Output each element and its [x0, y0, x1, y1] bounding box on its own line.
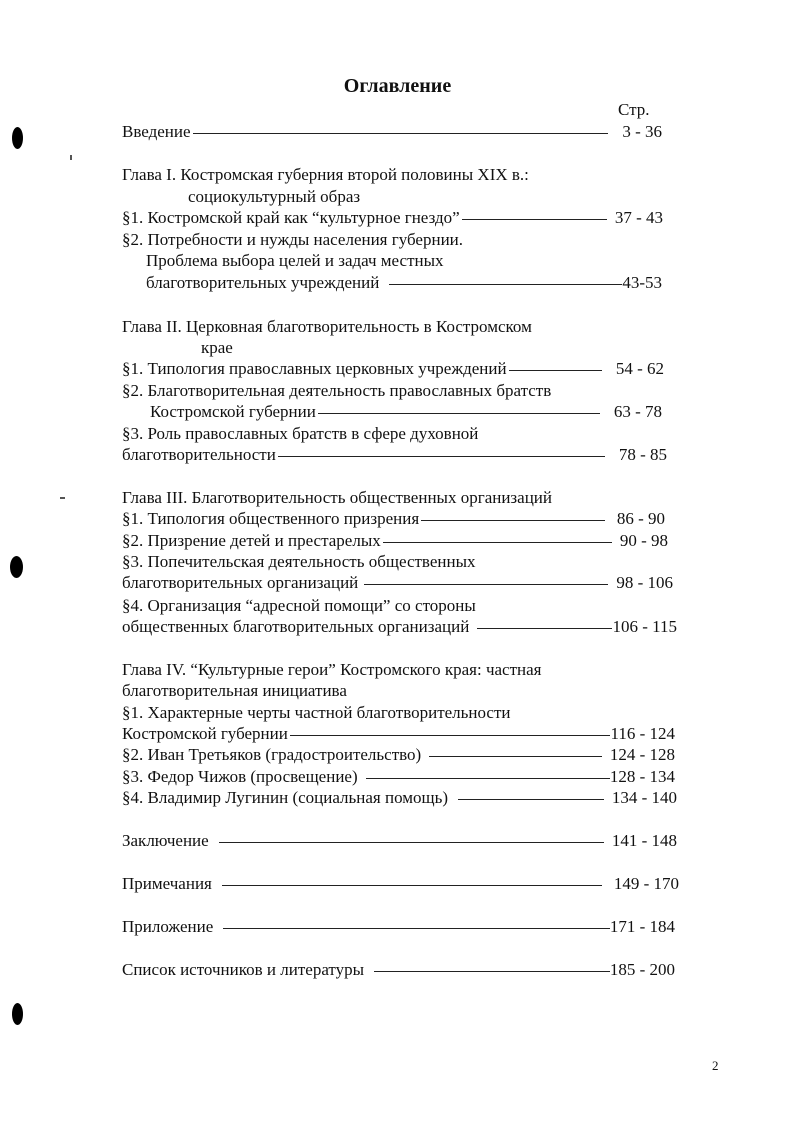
leader-line [421, 520, 605, 521]
scan-blot [12, 1003, 23, 1025]
toc-label: благотворительности [122, 445, 276, 464]
toc-entry [150, 402, 662, 422]
toc-entry-appendix [122, 917, 675, 937]
toc-entry [122, 573, 673, 593]
toc-entry [122, 531, 668, 551]
toc-label: Костромской губернии [150, 402, 316, 421]
chapter-heading: Глава II. Церковная благотворительность в Костромском [122, 317, 532, 336]
toc-pages: 124 - 128 [609, 745, 675, 764]
toc-text: §3. Попечительская деятельность общественных [122, 552, 476, 571]
toc-pages: 141 - 148 [611, 831, 677, 850]
toc-label: §2. Призрение детей и престарелых [122, 531, 381, 550]
toc-entry [146, 273, 662, 293]
chapter-heading: Глава IV. “Культурные герои” Костромского края: частная [122, 660, 542, 679]
toc-label: Введение [122, 122, 191, 141]
toc-label: §4. Владимир Лугинин (социальная помощь) [122, 788, 449, 807]
toc-label: Заключение [122, 831, 209, 850]
toc-pages: 98 - 106 [616, 573, 673, 592]
toc-entry-sources [122, 960, 675, 980]
chapter-heading: благотворительная инициатива [122, 681, 347, 700]
leader-line [222, 885, 602, 886]
toc-label: §1. Типология православных церковных учреждений [122, 359, 507, 378]
toc-pages: 43-53 [622, 273, 662, 292]
leader-line [219, 842, 604, 843]
leader-line [193, 133, 609, 134]
toc-pages: 149 - 170 [613, 874, 679, 893]
leader-line [318, 413, 600, 414]
toc-label: Примечания [122, 874, 212, 893]
toc-entry [122, 788, 677, 808]
toc-pages: 86 - 90 [616, 509, 665, 528]
toc-pages: 116 - 124 [610, 724, 675, 743]
toc-entry-conclusion [122, 831, 677, 851]
toc-text: §1. Характерные черты частной благотворительности [122, 703, 511, 722]
toc-pages: 78 - 85 [618, 445, 667, 464]
toc-label: Приложение [122, 917, 214, 936]
toc-entry-intro [122, 122, 662, 142]
page-column-header: Стр. [618, 100, 650, 119]
toc-label: §1. Типология общественного призрения [122, 509, 420, 528]
toc-text: §4. Организация “адресной помощи” со стороны [122, 596, 476, 615]
leader-line [458, 799, 604, 800]
chapter-heading: Глава I. Костромская губерния второй половины XIX в.: [122, 165, 529, 184]
leader-line [429, 756, 602, 757]
toc-entry [122, 617, 677, 637]
toc-pages: 90 - 98 [619, 531, 668, 550]
toc-label: общественных благотворительных организаций [122, 617, 470, 636]
toc-entry-notes [122, 874, 679, 894]
toc-entry [122, 767, 675, 787]
toc-label: Костромской губернии [122, 724, 288, 743]
toc-entry [122, 745, 675, 765]
toc-pages: 128 - 134 [609, 767, 675, 786]
toc-text: Проблема выбора целей и задач местных [146, 251, 444, 270]
toc-entry [122, 724, 675, 744]
leader-line [364, 584, 608, 585]
leader-line [223, 928, 610, 929]
leader-line [389, 284, 622, 285]
scan-speck [60, 497, 65, 499]
toc-pages: 63 - 78 [613, 402, 662, 421]
leader-line [477, 628, 612, 629]
toc-text: §3. Роль православных братств в сфере духовной [122, 424, 479, 443]
toc-pages: 37 - 43 [614, 208, 663, 227]
toc-entry [122, 208, 663, 228]
toc-label: §1. Костромской край как “культурное гнездо” [122, 208, 460, 227]
toc-entry [122, 359, 664, 379]
toc-pages: 54 - 62 [615, 359, 664, 378]
leader-line [383, 542, 612, 543]
page-title: Оглавление [343, 75, 452, 97]
toc-pages: 171 - 184 [609, 917, 675, 936]
toc-label: §3. Федор Чижов (просвещение) [122, 767, 358, 786]
leader-line [462, 219, 607, 220]
toc-label: §2. Иван Третьяков (градостроительство) [122, 745, 422, 764]
chapter-heading: социокультурный образ [188, 187, 361, 206]
leader-line [366, 778, 610, 779]
leader-line [290, 735, 611, 736]
toc-label: благотворительных организаций [122, 573, 359, 592]
page-number: 2 [712, 1058, 719, 1073]
chapter-heading: Глава III. Благотворительность общественных организаций [122, 488, 552, 507]
toc-entry [122, 509, 665, 529]
toc-pages: 3 - 36 [622, 122, 662, 141]
scan-blot [10, 556, 23, 578]
leader-line [278, 456, 605, 457]
toc-text: §2. Благотворительная деятельность православных братств [122, 381, 552, 400]
chapter-heading: крае [201, 338, 233, 357]
scan-blot [12, 127, 23, 149]
toc-text: §2. Потребности и нужды населения губернии. [122, 230, 464, 249]
leader-line [374, 971, 610, 972]
leader-line [509, 370, 602, 371]
toc-entry [122, 445, 667, 465]
toc-pages: 185 - 200 [609, 960, 675, 979]
scan-speck [70, 155, 72, 160]
toc-label: благотворительных учреждений [146, 273, 380, 292]
toc-label: Список источников и литературы [122, 960, 365, 979]
toc-pages: 134 - 140 [611, 788, 677, 807]
toc-pages: 106 - 115 [612, 617, 677, 636]
